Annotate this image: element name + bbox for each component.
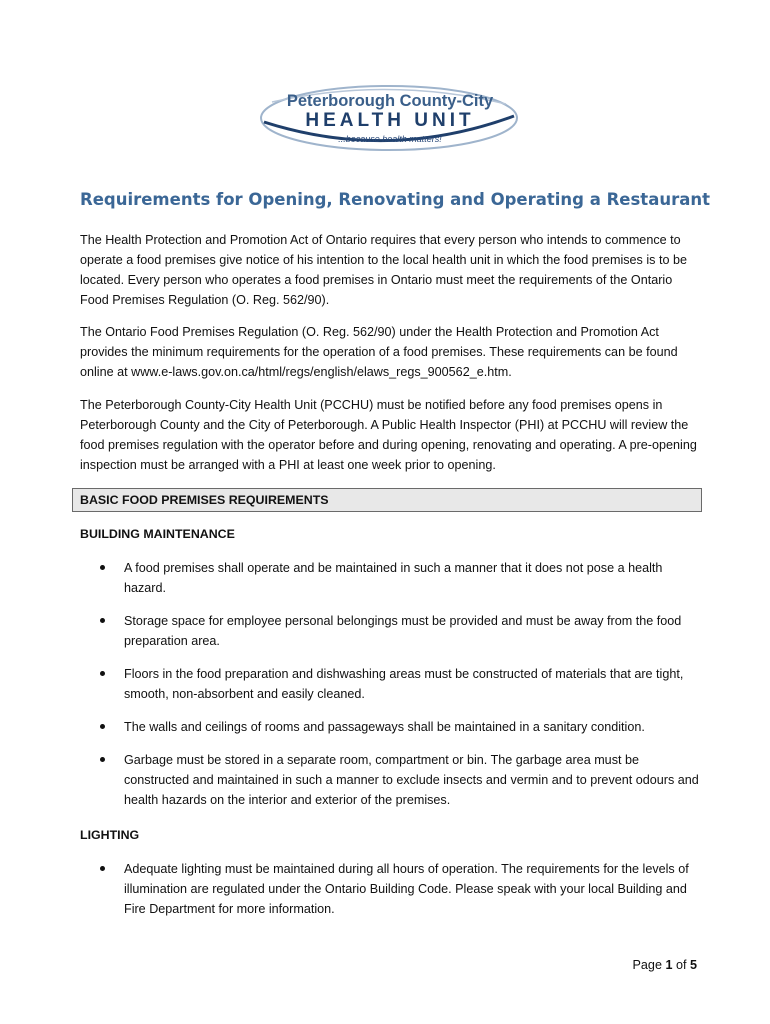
building-maintenance-list — [80, 558, 704, 823]
page-of: of — [675, 958, 687, 972]
intro-paragraph-1: The Health Protection and Promotion Act of Ontario requires that every person who intends to commence to operate a food premises give notice of his intention to the local health unit in which the food premises is to be located. Every person who operates a food premises in Ontario must meet the requirements of the Ontario Food Premises Regulation (O. Reg. 562/90). — [80, 233, 687, 307]
page-current: 1 — [665, 958, 673, 972]
intro-paragraph-2: The Ontario Food Premises Regulation (O. Reg. 562/90) under the Health Protection and Promotion Act provides the minimum requirements for the operation of a food premises. These requirements can be found online at www.e-laws.gov.on.ca/html/regs/english/elaws_regs_900562_e.htm. — [80, 325, 678, 379]
bullet-icon — [100, 724, 105, 729]
lighting-heading: LIGHTING — [80, 828, 140, 842]
list-item-text: Adequate lighting must be maintained during all hours of operation. The requirements for the levels of illumination are regulated under the Ontario Building Code. Please speak with your local Building and Fire Department for more information. — [124, 862, 689, 916]
logo-line-health-unit: HEALTH UNIT — [305, 110, 475, 131]
page-label: Page — [632, 958, 662, 972]
list-item — [80, 664, 704, 704]
section-header-label: BASIC FOOD PREMISES REQUIREMENTS — [80, 493, 329, 507]
list-item — [80, 558, 704, 598]
page-number — [633, 958, 697, 972]
list-item — [80, 859, 704, 919]
bullet-icon — [100, 565, 105, 570]
list-item — [80, 611, 704, 651]
lighting-list — [80, 859, 704, 932]
bullet-icon — [100, 618, 105, 623]
list-item — [80, 717, 704, 737]
list-item-text: A food premises shall operate and be maintained in such a manner that it does not pose a health hazard. — [124, 561, 663, 595]
section-header-box — [72, 488, 702, 512]
bullet-icon — [100, 671, 105, 676]
list-item — [80, 750, 704, 810]
health-unit-logo — [258, 82, 520, 154]
bullet-icon — [100, 866, 105, 871]
list-item-text: Garbage must be stored in a separate room, compartment or bin. The garbage area must be constructed and maintained in such a manner to exclude insects and vermin and to prevent odours and health hazards on the interior and exterior of the premises. — [124, 753, 699, 807]
building-maintenance-heading: BUILDING MAINTENANCE — [80, 527, 235, 541]
intro-paragraph-3: The Peterborough County-City Health Unit (PCCHU) must be notified before any food premises opens in Peterborough County and the City of Peterborough. A Public Health Inspector (PHI) at PCCHU will review the food premises regulation with the operator before and during opening, renovating and operating. A pre-opening inspection must be arranged with a PHI at least one week prior to opening. — [80, 398, 697, 472]
page-title: Requirements for Opening, Renovating and Operating a Restaurant — [80, 190, 710, 209]
list-item-text: Floors in the food preparation and dishwashing areas must be constructed of materials that are tight, smooth, non-absorbent and easily cleaned. — [124, 667, 684, 701]
logo-tagline: ...because health matters! — [338, 134, 442, 144]
bullet-icon — [100, 757, 105, 762]
list-item-text: The walls and ceilings of rooms and passageways shall be maintained in a sanitary condition. — [124, 720, 645, 734]
page-total: 5 — [689, 958, 697, 972]
logo-line-county: Peterborough County-City — [286, 92, 494, 110]
list-item-text: Storage space for employee personal belongings must be provided and must be away from the food preparation area. — [124, 614, 682, 648]
